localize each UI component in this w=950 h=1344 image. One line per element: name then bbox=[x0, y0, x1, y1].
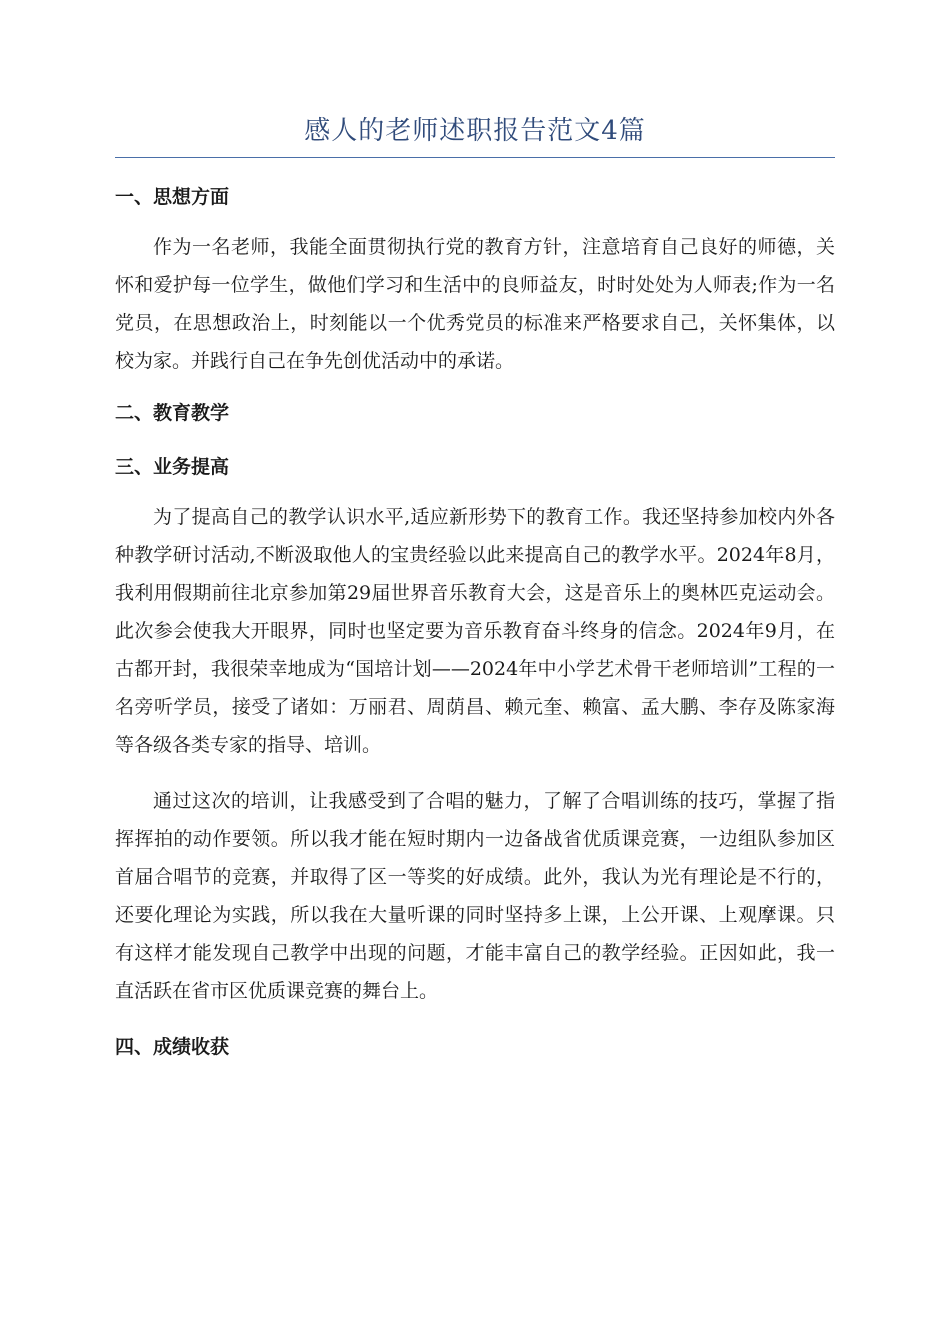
paragraph-thought: 作为一名老师，我能全面贯彻执行党的教育方针，注意培育自己良好的师德，关怀和爱护每一位学生，做他们学习和生活中的良师益友，时时处处为人师表;作为一名党员，在思想政治上，时刻能以一个优秀党员的标准来严格要求自己，关怀集体，以校为家。并践行自己在争先创优活动中的承诺。 bbox=[115, 236, 835, 372]
document-page bbox=[115, 110, 835, 1060]
document-title: 感人的老师述职报告范文4篇 bbox=[115, 110, 835, 158]
section-heading-teaching: 二、教育教学 bbox=[115, 402, 230, 424]
section-heading-professional-growth: 三、业务提高 bbox=[115, 456, 230, 478]
paragraph-professional-growth-2: 通过这次的培训，让我感受到了合唱的魅力，了解了合唱训练的技巧，掌握了指挥挥拍的动作要领。所以我才能在短时期内一边备战省优质课竞赛，一边组队参加区首届合唱节的竞赛，并取得了区一等奖的好成绩。此外，我认为光有理论是不行的，还要化理论为实践，所以我在大量听课的同时坚持多上课，上公开课、上观摩课。只有这样才能发现自己教学中出现的问题，才能丰富自己的教学经验。正因如此，我一直活跃在省市区优质课竞赛的舞台上。 bbox=[115, 790, 835, 1002]
section-heading-achievements: 四、成绩收获 bbox=[115, 1036, 230, 1058]
paragraph-professional-growth-1: 为了提高自己的教学认识水平,适应新形势下的教育工作。我还坚持参加校内外各种教学研讨活动,不断汲取他人的宝贵经验以此来提高自己的教学水平。2024年8月，我利用假期前往北京参加第29届世界音乐教育大会，这是音乐上的奥林匹克运动会。此次参会使我大开眼界，同时也坚定要为音乐教育奋斗终身的信念。2024年9月，在古都开封，我很荣幸地成为“国培计划——2024年中小学艺术骨干老师培训”工程的一名旁听学员，接受了诸如：万丽君、周荫昌、赖元奎、赖富、孟大鹏、李存及陈家海等各级各类专家的指导、培训。 bbox=[115, 506, 835, 756]
section-heading-thought: 一、思想方面 bbox=[115, 186, 230, 208]
